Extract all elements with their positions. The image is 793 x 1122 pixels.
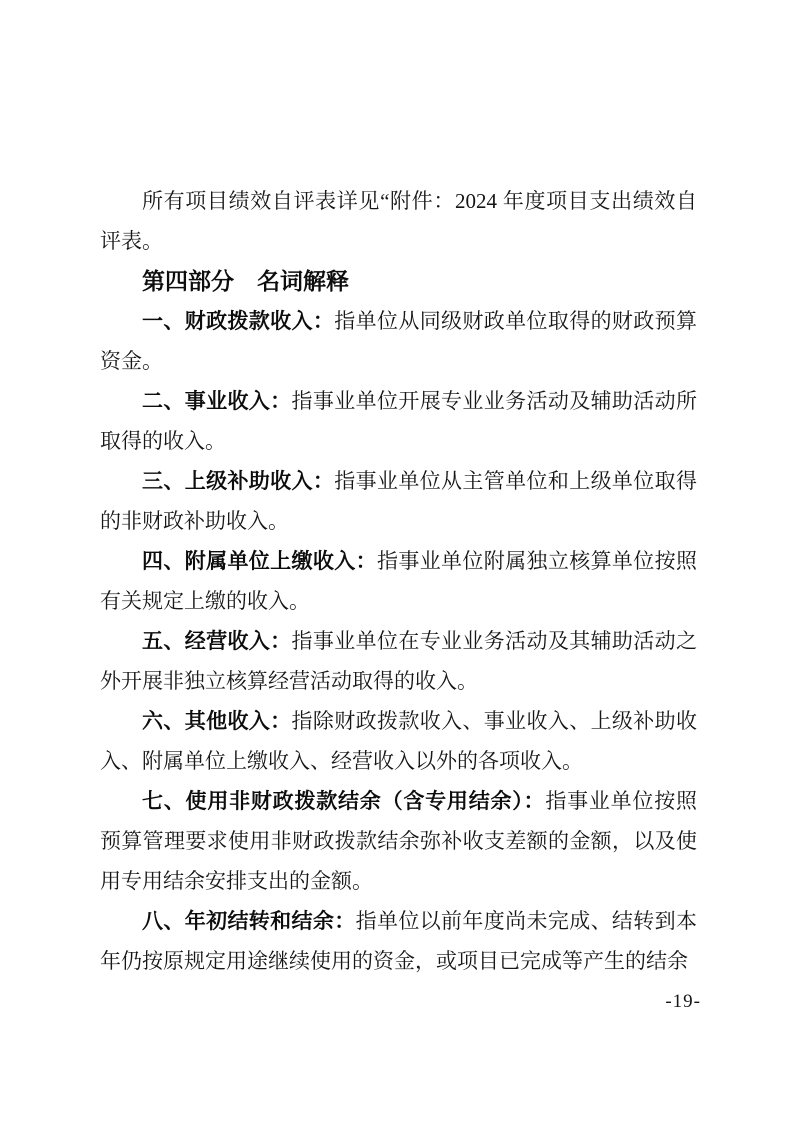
- term-label-4: 四、附属单位上缴收入：: [142, 549, 377, 573]
- term-label-1: 一、财政拨款收入：: [142, 309, 335, 333]
- section-heading: 第四部分 名词解释: [142, 268, 349, 294]
- term-definition-8: 指单位以前年度尚未完成、结转到本年仍按原规定用途继续使用的资金，或项目已完成等产生的结余: [100, 909, 698, 973]
- term-paragraph-1: [100, 301, 697, 381]
- term-definition-5: 指事业单位在专业业务活动及其辅助活动之外开展非独立核算经营活动取得的收入。: [100, 629, 698, 693]
- intro-paragraph: 所有项目绩效自评表详见“附件：2024 年度项目支出绩效自评表。: [100, 189, 697, 253]
- term-paragraph-5: [100, 621, 697, 701]
- page-number: -19-: [665, 991, 701, 1012]
- term-paragraph-2: [100, 381, 697, 461]
- term-label-2: 二、事业收入：: [142, 389, 292, 413]
- page-content: [100, 181, 697, 981]
- term-definition-1: 指单位从同级财政单位取得的财政预算资金。: [100, 309, 698, 373]
- term-paragraph-6: [100, 701, 697, 781]
- term-definition-3: 指事业单位从主管单位和上级单位取得的非财政补助收入。: [100, 469, 698, 533]
- term-paragraph-3: [100, 461, 697, 541]
- term-definition-6: 指除财政拨款收入、事业收入、上级补助收入、附属单位上缴收入、经营收入以外的各项收入。: [100, 709, 698, 773]
- term-paragraph-7: [100, 781, 697, 901]
- term-label-5: 五、经营收入：: [142, 629, 292, 653]
- term-paragraph-8: [100, 901, 697, 981]
- term-label-6: 六、其他收入：: [142, 709, 292, 733]
- term-label-7: 七、使用非财政拨款结余（含专用结余）：: [142, 789, 546, 813]
- term-label-8: 八、年初结转和结余：: [142, 909, 356, 933]
- term-label-3: 三、上级补助收入：: [142, 469, 335, 493]
- term-definition-7: 指事业单位按照预算管理要求使用非财政拨款结余弥补收支差额的金额，以及使用专用结余安排支出的金额。: [100, 789, 698, 893]
- term-paragraph-4: [100, 541, 697, 621]
- term-definition-4: 指事业单位附属独立核算单位按照有关规定上缴的收入。: [100, 549, 698, 613]
- term-definition-2: 指事业单位开展专业业务活动及辅助活动所取得的收入。: [100, 389, 698, 453]
